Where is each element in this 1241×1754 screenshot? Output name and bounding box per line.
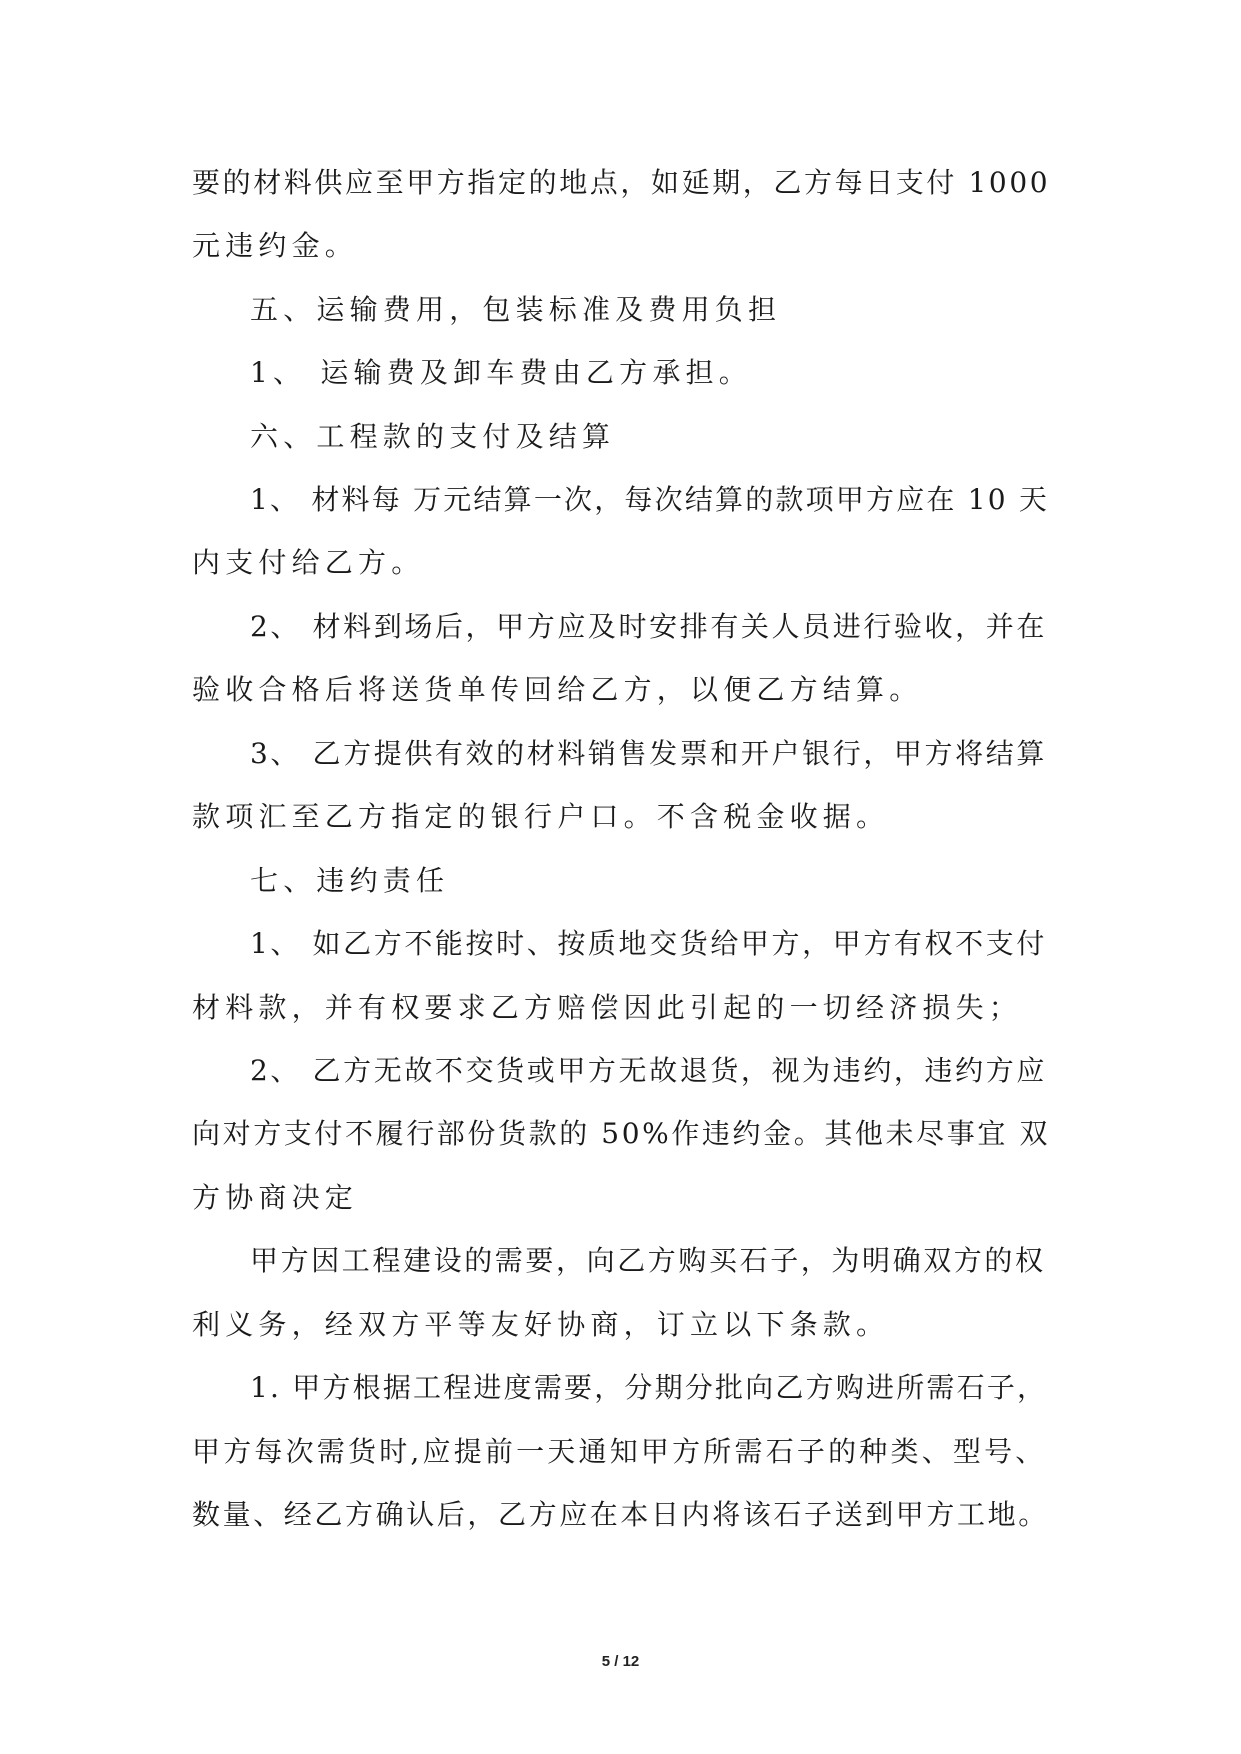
list-item: 1. 甲方根据工程进度需要，分期分批向乙方购进所需石子， — [250, 1371, 1048, 1404]
section-heading: 六、工程款的支付及结算 — [250, 420, 616, 453]
list-item: 1、 运输费及卸车费由乙方承担。 — [250, 356, 752, 389]
page-number: 5 / 12 — [601, 1653, 640, 1670]
text-line: 方协商决定 — [192, 1181, 359, 1214]
section-heading: 五、运输费用，包装标准及费用负担 — [250, 293, 782, 326]
text-line: 款项汇至乙方指定的银行户口。不含税金收据。 — [192, 800, 890, 833]
text-line: 甲方每次需货时,应提前一天通知甲方所需石子的种类、型号、 — [192, 1435, 1047, 1468]
list-item: 3、 乙方提供有效的材料销售发票和开户银行，甲方将结算 — [250, 737, 1047, 770]
text-line: 验收合格后将送货单传回给乙方，以便乙方结算。 — [192, 673, 923, 706]
list-item: 1、 如乙方不能按时、按质地交货给甲方，甲方有权不支付 — [250, 927, 1047, 960]
text-line: 向对方支付不履行部份货款的 50%作违约金。其他未尽事宜 双 — [192, 1117, 1051, 1150]
text-line: 内支付给乙方。 — [192, 546, 425, 579]
text-line: 要的材料供应至甲方指定的地点，如延期，乙方每日支付 1000 — [192, 166, 1051, 199]
paragraph-start: 甲方因工程建设的需要，向乙方购买石子，为明确双方的权 — [250, 1244, 1046, 1277]
text-line: 数量、经乙方确认后，乙方应在本日内将该石子送到甲方工地。 — [192, 1498, 1049, 1531]
text-line: 利义务，经双方平等友好协商，订立以下条款。 — [192, 1308, 890, 1341]
section-heading: 七、违约责任 — [250, 864, 450, 897]
text-line: 元违约金。 — [192, 229, 359, 262]
text-line: 材料款，并有权要求乙方赔偿因此引起的一切经济损失； — [192, 991, 1023, 1024]
list-item: 2、 材料到场后，甲方应及时安排有关人员进行验收，并在 — [250, 610, 1047, 643]
list-item: 1、 材料每 万元结算一次，每次结算的款项甲方应在 10 天 — [250, 483, 1050, 516]
list-item: 2、 乙方无故不交货或甲方无故退货，视为违约，违约方应 — [250, 1054, 1047, 1087]
